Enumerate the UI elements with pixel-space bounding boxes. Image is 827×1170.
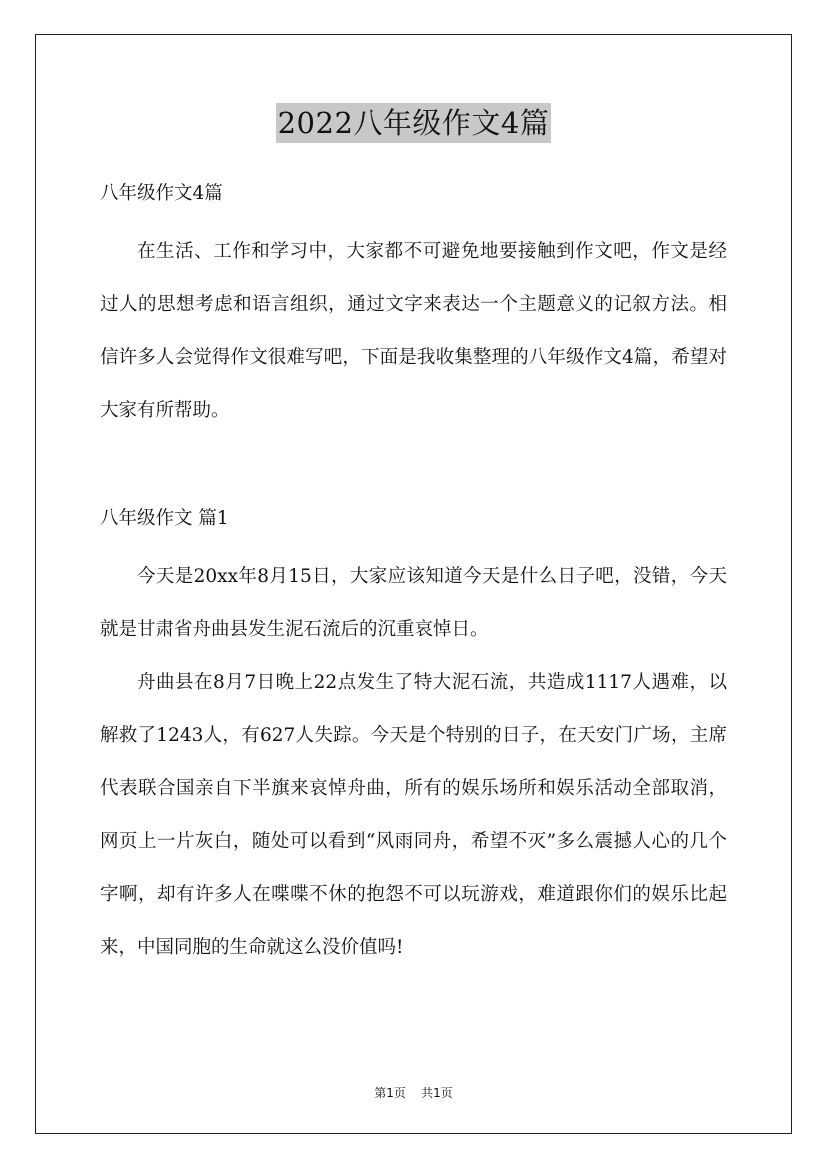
spacer — [100, 437, 727, 497]
page-number: 第1页 — [374, 1086, 406, 1100]
document-title: 2022八年级作文4篇 — [276, 103, 552, 143]
spacer — [100, 541, 727, 550]
page-footer — [0, 1084, 827, 1101]
section-paragraph: 舟曲县在8月7日晚上22点发生了特大泥石流，共造成1117人遇难，以解救了1243人，有627人失踪。今天是个特别的日子，在天安门广场，主席代表联合国亲自下半旗来哀悼舟曲，所有的娱乐场所和娱乐活动全部取消，网页上一片灰白，随处可以看到“风雨同舟，希望不灭”多么震撼人心的几个字啊，却有许多人在喋喋不休的抱怨不可以玩游戏，难道跟你们的娱乐比起来，中国同胞的生命就这么没价值吗! — [100, 672, 727, 958]
section-paragraph: 今天是20xx年8月15日，大家应该知道今天是什么日子吧，没错，今天就是甘肃省舟曲县发生泥石流后的沉重哀悼日。 — [100, 566, 727, 640]
total-pages: 共1页 — [421, 1086, 453, 1100]
document-subtitle: 八年级作文4篇 — [100, 183, 223, 204]
title-container — [0, 103, 827, 143]
section-heading: 八年级作文 篇1 — [100, 508, 229, 529]
document-body — [100, 172, 727, 974]
spacer — [100, 216, 727, 225]
intro-paragraph: 在生活、工作和学习中，大家都不可避免地要接触到作文吧，作文是经过人的思想考虑和语言组织，通过文字来表达一个主题意义的记叙方法。相信许多人会觉得作文很难写吧，下面是我收集整理的八年级作文4篇，希望对大家有所帮助。 — [100, 241, 727, 421]
footer-gap — [410, 1086, 418, 1100]
